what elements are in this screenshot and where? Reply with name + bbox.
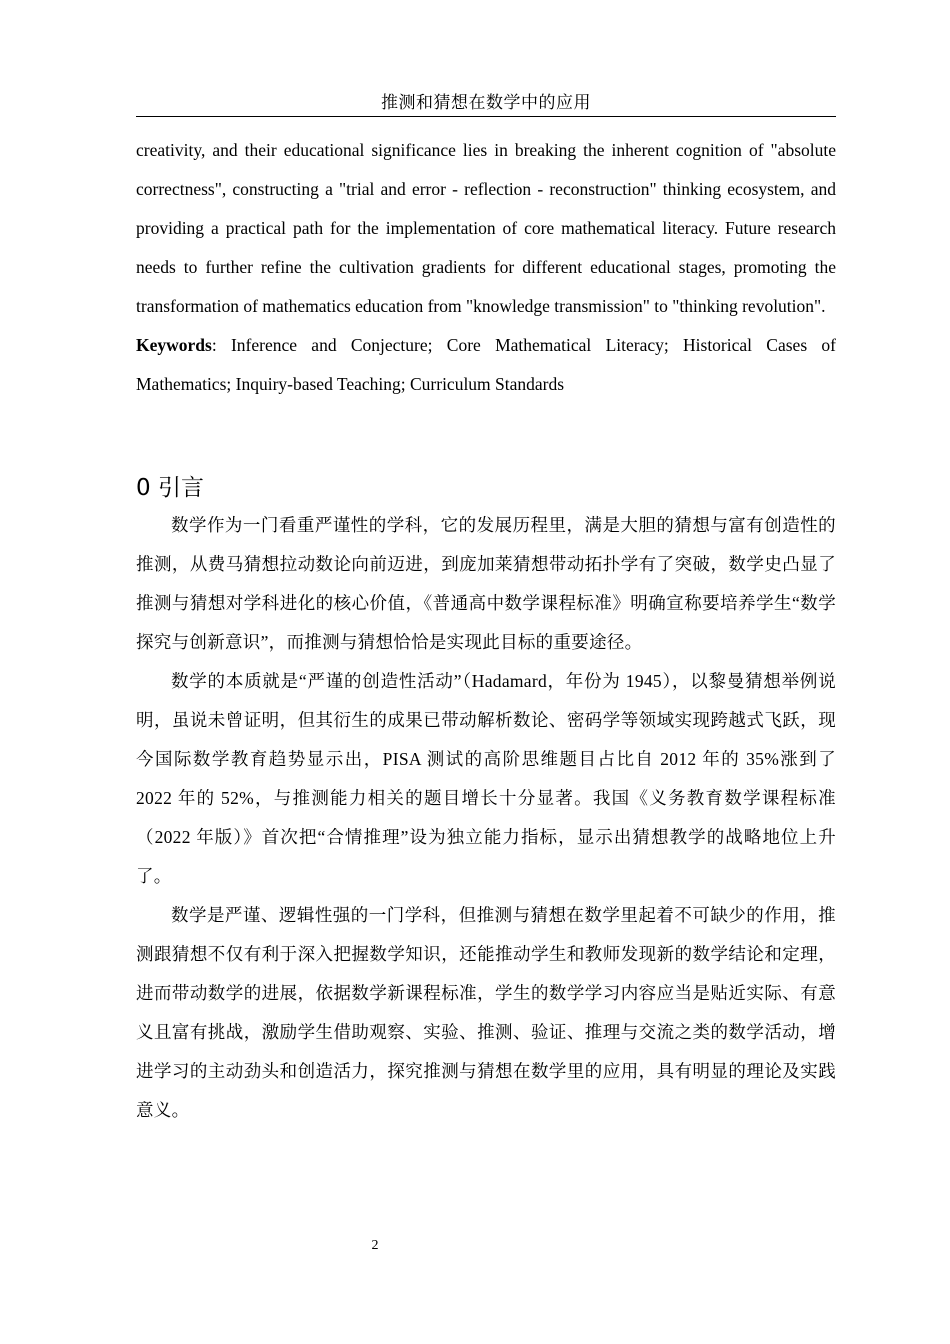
page-number: 2 xyxy=(371,1238,379,1253)
page-content xyxy=(136,131,836,1130)
section-title: 0 引言 xyxy=(136,475,204,501)
running-header: 推测和猜想在数学中的应用 xyxy=(136,90,836,117)
intro-paragraph-3: 数学是严谨、逻辑性强的一门学科，但推测与猜想在数学里起着不可缺少的作用，推测跟猜想不仅有利于深入把握数学知识，还能推动学生和教师发现新的数学结论和定理，进而带动数学的进展，依据数学新课程标准，学生的数学学习内容应当是贴近实际、有意义且富有挑战，激励学生借助观察、实验、推测、验证、推理与交流之类的数学活动，增进学习的主动劲头和创造活力，探究推测与猜想在数学里的应用，具有明显的理论及实践意义。 xyxy=(136,905,836,1120)
intro-paragraph-1: 数学作为一门看重严谨性的学科，它的发展历程里，满是大胆的猜想与富有创造性的推测，从费马猜想拉动数论向前迈进，到庞加莱猜想带动拓扑学有了突破，数学史凸显了推测与猜想对学科进化的核心价值，《普通高中数学课程标准》明确宣称要培养学生“数学探究与创新意识”，而推测与猜想恰恰是实现此目标的重要途径。 xyxy=(136,515,836,652)
abstract-continuation-paragraph: creativity, and their educational significance lies in breaking the inherent cognition of "absolute correctness", constructing a "trial and error - reflection - reconstruction" thinking ecosystem, and providing a practical path for the implementation of core mathematical literacy. Future research needs to further refine the cultivation gradients for different educational stages, promoting the transformation of mathematics education from "knowledge transmission" to "thinking revolution". xyxy=(136,140,836,316)
keywords-label: Keywords xyxy=(136,335,212,355)
keywords-line xyxy=(136,326,836,404)
keywords-text: : Inference and Conjecture; Core Mathematical Literacy; Historical Cases of Mathematics; Inquiry-based Teaching; Curriculum Standards xyxy=(136,335,836,394)
intro-paragraph-2: 数学的本质就是“严谨的创造性活动”（Hadamard，年份为 1945），以黎曼猜想举例说明，虽说未曾证明，但其衍生的成果已带动解析数论、密码学等领域实现跨越式飞跃，现今国际数学教育趋势显示出，PISA 测试的高阶思维题目占比自 2012 年的 35%涨到了 2022 年的 52%，与推测能力相关的题目增长十分显著。我国《义务教育数学课程标准（2022 年版）》首次把“合情推理”设为独立能力指标，显示出猜想教学的战略地位上升了。 xyxy=(136,671,836,886)
